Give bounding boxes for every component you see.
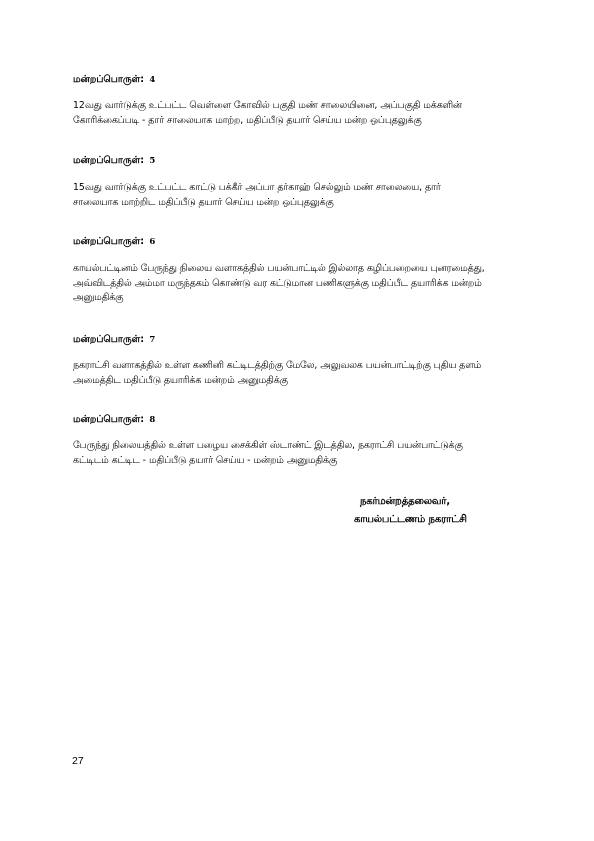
item-number: 5 (149, 156, 156, 166)
item-heading-label: மன்றப்பொருள்: (73, 414, 144, 425)
item-heading-6 (73, 236, 155, 248)
item-body-7 (73, 359, 528, 388)
item-heading-label: மன்றப்பொருள்: (73, 334, 144, 345)
item-heading-label: மன்றப்பொருள்: (73, 74, 144, 85)
item-body-4 (73, 99, 528, 128)
item-line: அமைத்திட மதிப்பீடு தயாரிக்க மன்றம் அனுமதிக்கு (73, 374, 288, 386)
item-line: அவ்விடத்தில் அம்மா மருந்தகம் கொண்டு வர கட்டுமான பணிகளுக்கு மதிப்பீட தயாரிக்க மன்றம் (73, 277, 482, 289)
item-line: நகராட்சி வளாகத்தில் உள்ள கணினி கட்டிடத்திற்கு மேலே, அலுவலக பயன்பாட்டிற்கு புதிய தளம் (73, 360, 482, 371)
item-line: கோரிக்கைப்படி - தார் சாலையாக மாற்ற, மதிப்பீடு தயார் செய்ய மன்ற ஒப்புதலுக்கு (73, 114, 422, 126)
item-heading-7 (73, 334, 155, 346)
page-number: 27 (72, 755, 84, 767)
item-body-8 (73, 439, 528, 468)
item-body-6 (73, 262, 528, 306)
item-line: பேருந்து நிலையத்தில் உள்ள பழைய சைக்கிள் ஸ்டாண்ட் இடத்தில, நகராட்சி பயன்பாட்டுக்கு (73, 440, 463, 451)
signature-title: நகர்மன்றத்தலைவர், (360, 496, 451, 507)
item-line: சாலையாக மாற்றிட மதிப்பீடு தயார் செய்ய மன்ற ஒப்புதலுக்கு (73, 196, 334, 208)
item-heading-4 (73, 74, 155, 86)
item-heading-5 (73, 155, 155, 167)
item-line: அனுமதிக்கு (73, 292, 124, 303)
item-line: கட்டிடம் கட்டிட - மதிப்பீடு தயார் செய்ய - மன்றம் அனுமதிக்கு (73, 454, 338, 466)
item-heading-8 (73, 414, 155, 426)
item-heading-label: மன்றப்பொருள்: (73, 155, 144, 166)
item-number: 6 (149, 237, 156, 247)
item-number: 4 (149, 75, 156, 85)
item-line: 15வது வார்டுக்கு உட்பட்ட காட்டு பக்கீர் அப்பா தர்காஹ் செல்லும் மண் சாலையை, தார் (73, 182, 441, 193)
item-number: 7 (149, 335, 156, 345)
signature-office: காயல்பட்டணம் நகராட்சி (354, 514, 467, 525)
item-line: 12வது வார்டுக்கு உட்பட்ட வெள்ளை கோவில் பகுதி மண் சாலையினை, அப்பகுதி மக்களின் (73, 100, 462, 111)
item-body-5 (73, 181, 528, 210)
item-number: 8 (149, 415, 156, 425)
item-line: காயல்பட்டினம் பேருந்து நிலைய வளாகத்தில் பயன்பாட்டில் இல்லாத கழிப்பறையை புனரமைத்து, (73, 263, 485, 274)
item-heading-label: மன்றப்பொருள்: (73, 236, 144, 247)
